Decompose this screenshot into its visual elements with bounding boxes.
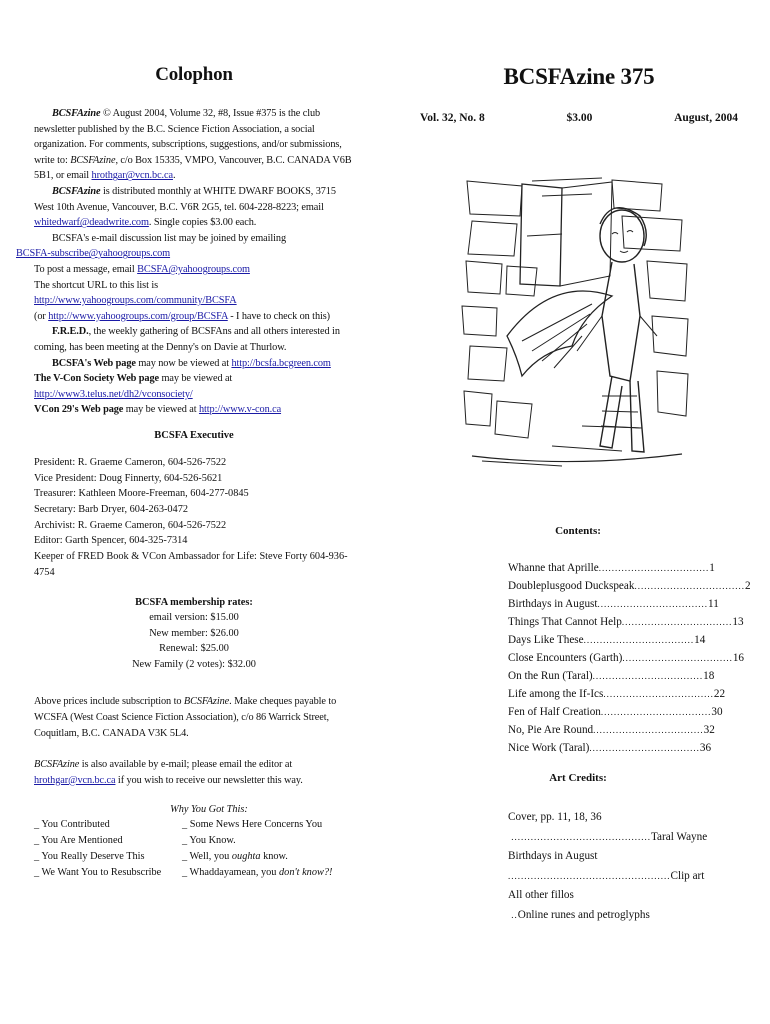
why-text: _ Whaddayamean, you	[182, 866, 280, 878]
dot-leader: ...........................................	[508, 831, 651, 842]
contents-item[interactable]	[508, 667, 715, 685]
executive-item: Keeper of FRED Book & VCon Ambassador for Life: Steve Forty 604-936-4754	[34, 551, 348, 578]
executive-item: Archivist: R. Graeme Cameron, 604-526-7522	[34, 519, 227, 531]
contents-page: 1	[709, 562, 715, 574]
volume-number: Vol. 32, No. 8	[420, 112, 485, 124]
vcon29-paragraph	[34, 402, 354, 418]
fred-text: , the weekly gathering of BCSFAns and all others interested in coming, has been meeting at the Denny's on Davie at Thurlow.	[34, 326, 340, 353]
why-item: _ You Contributed	[34, 819, 110, 831]
executive-list	[34, 455, 354, 581]
credit-line	[508, 828, 708, 848]
prices-text: Above prices include subscription to	[34, 696, 184, 708]
contents-page: 22	[713, 688, 726, 700]
contents-item[interactable]	[508, 685, 726, 703]
contents-item[interactable]	[508, 613, 744, 631]
contents-item[interactable]	[508, 739, 712, 757]
vcon29-label: VCon 29's Web page	[34, 404, 124, 416]
contents-item[interactable]	[508, 559, 715, 577]
distribution-paragraph	[34, 184, 354, 231]
prices-text: . Make cheques payable to WCSFA (West Coast Science Fiction Association), c/o 86 Warrick Street, Coquitlam, B.C. CANADA V3K 5L4.	[34, 696, 337, 739]
rates-heading: BCSFA membership rates:	[135, 596, 253, 608]
zine-name: BCSFAzine	[52, 108, 101, 119]
why-item	[182, 849, 332, 865]
bcsfa-web-label: BCSFA's Web page	[52, 357, 136, 369]
bcsfa-web-text: may now be viewed at	[135, 357, 232, 369]
credit-artist: Taral Wayne	[651, 830, 708, 843]
vcon29-link[interactable]: http://www.v-con.ca	[198, 404, 282, 416]
post-text: To post a message, email	[34, 263, 138, 275]
why-item: _ You Really Deserve This	[34, 850, 145, 862]
issue-info-row	[420, 112, 738, 124]
why-item	[182, 865, 332, 881]
community-url-link[interactable]: http://www.yahoogroups.com/community/BCSFA	[34, 295, 237, 307]
why-right-column	[182, 817, 332, 880]
contents-title: Life among the If-Ics	[508, 688, 604, 700]
zine-name: BCSFAzine	[52, 185, 101, 197]
contents-page: 16	[732, 652, 745, 664]
zine-name: BCSFAzine	[183, 696, 230, 708]
credit-line	[508, 906, 648, 926]
dot-leader: ..................................	[622, 653, 733, 663]
credit-label: Birthdays in August	[508, 850, 598, 863]
shortcut-text: - I have to check on this)	[227, 310, 330, 322]
colophon-title: Colophon	[155, 64, 233, 85]
contents-title: Whanne that Aprille	[508, 562, 599, 574]
executive-item: President: R. Graeme Cameron, 604-526-7522	[34, 456, 227, 468]
dot-leader: ..................................	[593, 725, 704, 735]
contents-page: 36	[699, 742, 712, 754]
vcon-society-link[interactable]: http://www3.telus.net/dh2/vconsociety/	[34, 388, 193, 400]
availability-text: is also available by e-mail; please email the editor at	[79, 759, 293, 771]
fred-paragraph	[34, 324, 354, 355]
colophon-text: , c/o Box 15335, VMPO, Vancouver, B.C. CANADA V6B 5B1, or email	[34, 154, 352, 182]
dot-leader: ..................................................	[508, 870, 671, 881]
distribution-text: is distributed monthly at WHITE DWARF BOOKS, 3715 West 10th Avenue, Vancouver, B.C. V6R 2G5, tel. 604-228-8223; email	[34, 185, 336, 213]
dot-leader: ..................................	[600, 707, 712, 717]
availability-text: if you wish to receive our newsletter this way.	[115, 774, 303, 786]
why-text: know.	[260, 850, 288, 862]
why-emphasis: oughta	[231, 850, 261, 862]
credit-label: Cover, pp. 11, 18, 36	[508, 811, 602, 823]
why-left-column	[34, 817, 182, 880]
zine-title: BCSFAzine 375	[503, 64, 655, 89]
contents-title: Things That Cannot Help	[508, 616, 622, 628]
colophon-paragraph	[34, 106, 354, 184]
contents-item[interactable]	[508, 595, 719, 613]
why-item: _ You Are Mentioned	[34, 835, 123, 847]
contents-item[interactable]	[508, 703, 723, 721]
zine-name: BCSFAzine	[34, 759, 80, 771]
credit-line	[508, 867, 705, 887]
zine-name: BCSFAzine	[70, 154, 116, 166]
credit-label: All other fillos	[508, 889, 574, 902]
credit-artist: Online runes and petroglyphs	[517, 908, 650, 921]
contents-title: Nice Work (Taral)	[508, 742, 590, 754]
contents-heading: Contents:	[555, 525, 601, 537]
rate-item: New member: $26.00	[149, 627, 239, 639]
contents-title: Doubleplusgood Duckspeak	[508, 580, 635, 592]
shortcut-url-paragraph	[34, 278, 354, 325]
contents-page: 18	[703, 670, 715, 682]
contents-item[interactable]	[508, 721, 715, 739]
rate-item: Renewal: $25.00	[159, 643, 229, 655]
dot-leader: ..................................	[634, 581, 745, 591]
art-credits	[508, 808, 708, 926]
contents-title: Close Encounters (Garth)	[508, 652, 623, 664]
executive-item: Vice President: Doug Finnerty, 604-526-5621	[34, 472, 223, 484]
dot-leader: ..................................	[603, 689, 714, 699]
distribution-text: . Single copies $3.00 each.	[148, 217, 257, 229]
colophon-text: © August 2004, Volume 32, #8, Issue #375 is the club newsletter published by the B.C. Science Fiction Association, a social organization. For comments, subscriptions, suggestions, and/or submissions, write to:	[34, 108, 342, 166]
post-email-link[interactable]: BCSFA@yahoogroups.com	[137, 263, 250, 275]
why-checklist	[34, 817, 354, 880]
subscribe-email-link[interactable]: BCSFA-subscribe@yahoogroups.com	[16, 248, 171, 260]
discussion-list-paragraph	[16, 231, 354, 262]
membership-rates	[34, 595, 354, 673]
contents-item[interactable]	[508, 631, 706, 649]
contents-page: 30	[711, 706, 723, 718]
contents-item[interactable]	[508, 649, 745, 667]
why-item: _ You Know.	[182, 835, 236, 847]
why-text: _ Well, you	[182, 850, 232, 862]
contents-title: Days Like These	[508, 634, 584, 646]
vcon29-text: may be viewed at	[123, 404, 199, 416]
contents-title: On the Run (Taral)	[508, 670, 593, 682]
contents-title: No, Pie Are Round	[508, 724, 594, 736]
editor-email-link[interactable]: hrothgar@vcn.bc.ca	[91, 170, 173, 182]
colophon-column	[16, 62, 354, 880]
rate-item: email version: $15.00	[149, 612, 239, 624]
executive-item: Editor: Garth Spencer, 604-325-7314	[34, 535, 188, 547]
punctuation: .	[172, 170, 176, 182]
editor-email-link[interactable]: hrothgar@vcn.bc.ca	[34, 774, 116, 786]
contents-page: 13	[732, 616, 744, 628]
prices-paragraph	[34, 694, 354, 741]
vcon-society-text: may be viewed at	[158, 373, 233, 385]
vcon-society-paragraph	[34, 371, 354, 402]
executive-item: Secretary: Barb Dryer, 604-263-0472	[34, 503, 188, 515]
why-emphasis: don't know?!	[279, 866, 333, 878]
why-item: _ Some News Here Concerns You	[182, 819, 323, 831]
dot-leader: ..................................	[598, 563, 710, 573]
dot-leader: ..................................	[589, 743, 700, 753]
issue-price: $3.00	[566, 112, 593, 124]
email-availability-paragraph	[34, 757, 354, 788]
cover-column	[420, 62, 738, 124]
bcsfa-web-paragraph	[34, 356, 354, 372]
contents-list	[508, 559, 751, 757]
post-message-paragraph	[34, 262, 354, 278]
vcon-society-label: The V-Con Society Web page	[34, 373, 159, 385]
contents-title: Birthdays in August	[508, 598, 598, 610]
dot-leader: ..	[508, 909, 518, 920]
dot-leader: ..................................	[621, 617, 733, 627]
whitedwarf-email-link[interactable]: whitedwarf@deadwrite.com	[34, 217, 149, 229]
why-heading: Why You Got This:	[170, 804, 248, 816]
dot-leader: ..................................	[592, 671, 704, 681]
why-item: _ We Want You to Resubscribe	[34, 866, 162, 878]
contents-page: 11	[708, 598, 719, 610]
contents-title: Fen of Half Creation	[508, 706, 601, 718]
executive-item: Treasurer: Kathleen Moore-Freeman, 604-277-0845	[34, 488, 249, 500]
credit-artist: Clip art	[670, 869, 705, 882]
art-credits-heading: Art Credits:	[549, 772, 607, 784]
group-url-link[interactable]: http://www.yahoogroups.com/group/BCSFA	[48, 310, 228, 322]
issue-date: August, 2004	[674, 112, 738, 124]
contents-page: 2	[744, 580, 751, 592]
bcsfa-web-link[interactable]: http://bcsfa.bcgreen.com	[231, 357, 331, 369]
shortcut-text: The shortcut URL to this list is	[34, 279, 158, 291]
shortcut-text: (or	[34, 310, 49, 322]
cover-illustration	[462, 176, 689, 476]
discussion-text: BCSFA's e-mail discussion list may be joined by emailing	[52, 232, 287, 244]
executive-heading: BCSFA Executive	[154, 429, 234, 441]
contents-page: 14	[694, 634, 706, 646]
rate-item: New Family (2 votes): $32.00	[132, 658, 256, 670]
dot-leader: ..................................	[597, 599, 709, 609]
contents-item[interactable]	[508, 577, 751, 595]
dot-leader: ..................................	[583, 635, 695, 645]
fred-label: F.R.E.D.	[52, 326, 89, 338]
contents-page: 32	[703, 724, 715, 736]
